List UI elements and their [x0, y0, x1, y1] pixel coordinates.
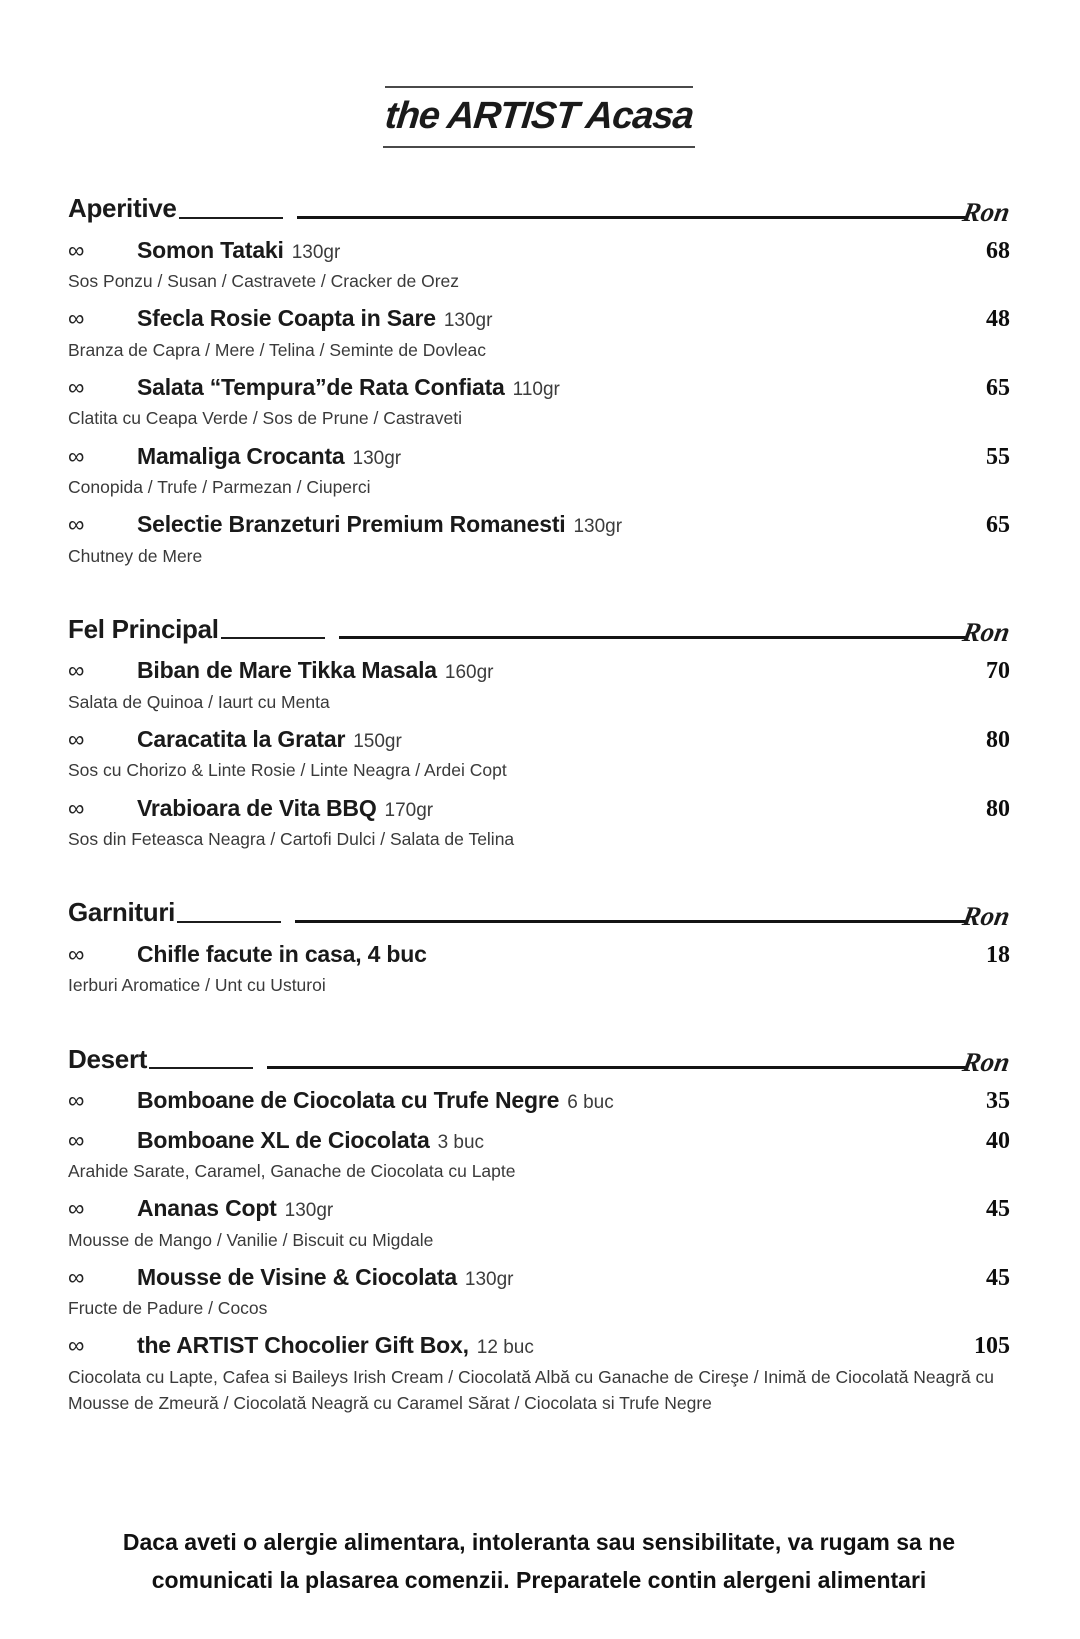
menu-item — [68, 939, 1010, 999]
menu-item-row — [68, 303, 1010, 335]
item-description: Ciocolata cu Lapte, Cafea si Baileys Irish Cream / Ciocolată Albă cu Ganache de Cireşe / Inimă de Ciocolată Neagră cu Mousse de Zmeură / Ciocolată Neagră cu Caramel Sărat / Ciocolata si Trufe Negre — [68, 1366, 995, 1414]
item-description: Branza de Capra / Mere / Telina / Seminte de Dovleac — [68, 339, 486, 360]
section-leader-line — [295, 920, 966, 923]
menu-item — [68, 1125, 1010, 1185]
item-price: 80 — [986, 727, 1010, 754]
menu-item — [68, 509, 1010, 569]
item-name: Vrabioara de Vita BBQ — [137, 794, 377, 821]
menu-item-row — [68, 235, 1010, 267]
menu-item — [68, 235, 1010, 295]
infinity-bullet-icon: ∞ — [68, 1332, 85, 1359]
menu-section — [68, 193, 1013, 569]
currency-label: Ron — [960, 196, 1013, 227]
menu-item — [68, 372, 1010, 432]
menu-section — [68, 1043, 1013, 1417]
item-quantity: 130gr — [573, 516, 623, 538]
section-items — [68, 939, 1010, 999]
menu-item-row — [68, 372, 1010, 404]
infinity-bullet-icon: ∞ — [68, 1126, 85, 1153]
item-quantity: 110gr — [512, 378, 560, 400]
restaurant-logo: the ARTIST Acasa — [382, 95, 696, 137]
section-leader-line — [297, 216, 967, 219]
item-price: 70 — [986, 658, 1010, 685]
menu-item — [68, 303, 1010, 363]
infinity-bullet-icon: ∞ — [68, 236, 85, 263]
item-quantity: 130gr — [443, 310, 493, 332]
logo-rule-bottom — [383, 146, 695, 148]
menu-section — [68, 897, 1013, 998]
infinity-bullet-icon: ∞ — [68, 657, 85, 684]
item-quantity: 130gr — [291, 241, 341, 263]
item-quantity: 3 buc — [437, 1131, 485, 1153]
section-underscore-line — [179, 217, 283, 219]
section-items — [68, 1085, 1010, 1416]
item-description: Sos din Feteasca Neagra / Cartofi Dulci / Salata de Telina — [68, 829, 515, 850]
item-price: 65 — [986, 512, 1010, 539]
item-quantity: 12 buc — [476, 1337, 534, 1359]
section-underscore-line — [149, 1067, 253, 1069]
item-description: Clatita cu Ceapa Verde / Sos de Prune / Castraveti — [68, 408, 462, 429]
menu-item — [68, 724, 1010, 784]
menu-item-row — [68, 441, 1010, 473]
menu-item-row — [68, 1330, 1010, 1362]
section-leader-line — [267, 1066, 966, 1069]
section-underscore-line — [221, 637, 325, 639]
infinity-bullet-icon: ∞ — [68, 305, 85, 332]
currency-label: Ron — [960, 1047, 1013, 1078]
menu-item-row — [68, 509, 1010, 541]
allergy-notice: Daca aveti o alergie alimentara, intoleranta sau sensibilitate, va rugam sa ne comunicati la plasarea comenzii. Preparatele contin alergeni alimentari — [122, 1529, 956, 1593]
menu-item — [68, 1262, 1010, 1322]
section-title: Desert — [68, 1043, 148, 1074]
menu-item-row — [68, 1262, 1010, 1294]
item-quantity: 130gr — [352, 447, 402, 469]
section-title: Garnituri — [68, 897, 176, 928]
menu-item — [68, 1085, 1010, 1117]
item-name: Chifle facute in casa, 4 buc — [137, 940, 427, 967]
item-price: 35 — [986, 1088, 1010, 1115]
item-name: Bomboane de Ciocolata cu Trufe Negre — [137, 1087, 560, 1114]
section-header — [68, 1043, 1013, 1078]
menu-item-row — [68, 1193, 1010, 1225]
item-quantity: 6 buc — [567, 1092, 614, 1114]
menu-item-row — [68, 939, 1010, 971]
logo-header — [374, 86, 704, 148]
item-description: Salata de Quinoa / Iaurt cu Menta — [68, 691, 330, 712]
infinity-bullet-icon: ∞ — [68, 373, 85, 400]
menu-item-row — [68, 724, 1010, 756]
menu-section — [68, 613, 1013, 853]
item-name: the ARTIST Chocolier Gift Box, — [137, 1332, 469, 1359]
item-quantity: 170gr — [384, 799, 434, 821]
menu-item — [68, 441, 1010, 501]
section-header — [68, 897, 1013, 931]
item-quantity: 130gr — [464, 1268, 514, 1290]
item-name: Mamaliga Crocanta — [137, 442, 345, 469]
item-name: Biban de Mare Tikka Masala — [137, 657, 437, 684]
infinity-bullet-icon: ∞ — [68, 511, 85, 538]
item-price: 68 — [986, 237, 1010, 264]
item-price: 18 — [986, 941, 1010, 968]
item-description: Chutney de Mere — [68, 545, 203, 566]
item-description: Fructe de Padure / Cocos — [68, 1298, 268, 1319]
infinity-bullet-icon: ∞ — [68, 442, 85, 469]
item-price: 48 — [986, 306, 1010, 333]
infinity-bullet-icon: ∞ — [68, 940, 85, 967]
section-title: Fel Principal — [68, 613, 219, 644]
infinity-bullet-icon: ∞ — [68, 1195, 85, 1222]
menu-item — [68, 655, 1010, 715]
section-title: Aperitive — [68, 193, 177, 223]
menu-item — [68, 1193, 1010, 1253]
item-name: Salata “Tempura”de Rata Confiata — [137, 373, 505, 400]
item-description: Sos Ponzu / Susan / Castravete / Cracker de Orez — [68, 270, 460, 291]
item-description: Conopida / Trufe / Parmezan / Ciuperci — [68, 476, 371, 497]
item-name: Ananas Copt — [137, 1195, 277, 1222]
section-underscore-line — [177, 921, 281, 923]
infinity-bullet-icon: ∞ — [68, 1087, 85, 1114]
item-price: 55 — [986, 443, 1010, 470]
item-quantity: 130gr — [284, 1200, 334, 1222]
currency-label: Ron — [960, 900, 1013, 931]
item-price: 40 — [986, 1127, 1010, 1154]
infinity-bullet-icon: ∞ — [68, 1263, 85, 1290]
item-description: Mousse de Mango / Vanilie / Biscuit cu Migdale — [68, 1229, 434, 1250]
item-name: Selectie Branzeturi Premium Romanesti — [137, 511, 566, 538]
item-quantity: 160gr — [444, 662, 494, 684]
menu-item-row — [68, 655, 1010, 687]
section-items — [68, 655, 1010, 852]
menu-item — [68, 793, 1010, 853]
item-name: Somon Tataki — [137, 236, 284, 263]
item-description: Arahide Sarate, Caramel, Ganache de Ciocolata cu Lapte — [68, 1160, 516, 1181]
section-header — [68, 193, 1013, 227]
currency-label: Ron — [960, 617, 1013, 648]
menu-sections — [68, 193, 1013, 1416]
section-leader-line — [339, 636, 967, 639]
item-price: 65 — [986, 374, 1010, 401]
item-price: 45 — [986, 1196, 1010, 1223]
menu-item — [68, 1330, 1010, 1416]
item-name: Caracatita la Gratar — [137, 726, 346, 753]
item-name: Mousse de Visine & Ciocolata — [137, 1263, 457, 1290]
item-quantity: 150gr — [353, 731, 402, 753]
item-description: Ierburi Aromatice / Unt cu Usturoi — [68, 975, 326, 996]
infinity-bullet-icon: ∞ — [68, 794, 85, 821]
section-items — [68, 235, 1010, 569]
item-name: Bomboane XL de Ciocolata — [137, 1126, 430, 1153]
infinity-bullet-icon: ∞ — [68, 726, 85, 753]
menu-item-row — [68, 793, 1010, 825]
menu-item-row — [68, 1125, 1010, 1157]
item-price: 105 — [974, 1333, 1010, 1360]
section-header — [68, 613, 1013, 648]
item-name: Sfecla Rosie Coapta in Sare — [137, 305, 436, 332]
item-price: 80 — [986, 795, 1010, 822]
item-price: 45 — [986, 1264, 1010, 1291]
menu-item-row — [68, 1085, 1010, 1117]
item-description: Sos cu Chorizo & Linte Rosie / Linte Neagra / Ardei Copt — [68, 760, 507, 781]
